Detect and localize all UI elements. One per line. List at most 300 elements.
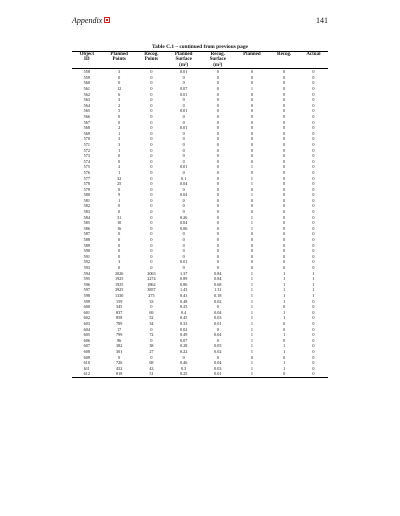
table-cell: 580 bbox=[83, 192, 90, 198]
table-cell: 0 bbox=[150, 164, 153, 170]
table-cell: 0 bbox=[216, 91, 219, 97]
table-cell: 0 bbox=[118, 209, 121, 215]
table-cell: 0 bbox=[150, 74, 153, 80]
table-cell: 0 bbox=[216, 259, 219, 265]
table-cell: 591 bbox=[83, 253, 90, 259]
table-cell: 0 bbox=[312, 348, 315, 354]
table-cell: 12 bbox=[117, 86, 122, 91]
table-cell: 0 bbox=[150, 186, 153, 192]
table-cell: 573 bbox=[83, 153, 90, 159]
table-cell: 0 bbox=[216, 220, 219, 226]
table-cell: 1 bbox=[283, 332, 286, 338]
column-header-text: (m²) bbox=[213, 62, 223, 68]
table-cell: 2 bbox=[118, 125, 121, 131]
table-cell: 567 bbox=[83, 119, 90, 125]
table-cell: 0 bbox=[283, 74, 286, 80]
table-cell: 159 bbox=[116, 298, 123, 304]
table-cell: 0.02 bbox=[214, 298, 222, 304]
table-cell: 0 bbox=[283, 220, 286, 226]
table-cell: 0 bbox=[250, 91, 253, 97]
table-cell: 1 bbox=[283, 298, 286, 304]
table-cell: 0 bbox=[312, 164, 315, 170]
table-cell: 1 bbox=[250, 320, 253, 326]
table-cell: 0 bbox=[312, 192, 315, 198]
table-cell: 6 bbox=[118, 91, 121, 97]
table-cell: 1 bbox=[250, 309, 253, 315]
table-cell: 72 bbox=[149, 332, 154, 338]
table-cell: 1 bbox=[283, 315, 286, 321]
table-cell: 0 bbox=[250, 125, 253, 131]
table-cell: 0.22 bbox=[179, 348, 188, 354]
table-cell: 0 bbox=[216, 97, 219, 103]
table-cell: 0.04 bbox=[214, 332, 222, 338]
table-cell: 0 bbox=[150, 248, 153, 254]
table-cell: 0 bbox=[216, 248, 219, 254]
column-header-text: Points bbox=[144, 57, 159, 63]
table-cell: 0 bbox=[150, 354, 153, 360]
table-cell: 0 bbox=[283, 147, 286, 153]
table-cell: 0.01 bbox=[179, 91, 188, 97]
table-body bbox=[72, 69, 328, 378]
table-cell: 301 bbox=[116, 348, 123, 354]
table-cell: 0 bbox=[312, 332, 315, 338]
table-cell: 0 bbox=[118, 113, 121, 119]
table-cell: 0.02 bbox=[214, 348, 222, 354]
table-cell: 0 bbox=[312, 253, 315, 259]
table-cell: 1 bbox=[283, 348, 286, 354]
table-cell: 3 bbox=[118, 141, 121, 147]
table-cell: 0 bbox=[250, 203, 253, 209]
table-cell: 0 bbox=[150, 97, 153, 103]
table-cell: 2274 bbox=[147, 276, 156, 282]
table-cell: 0 bbox=[216, 158, 219, 164]
table-cell: 0 bbox=[150, 237, 153, 243]
table-cell: 1 bbox=[250, 292, 253, 298]
table-cell: 0 bbox=[269, 371, 298, 377]
table-cell: 0 bbox=[150, 231, 153, 237]
table-cell: 0 bbox=[283, 242, 286, 248]
table-cell: 0 bbox=[250, 141, 253, 147]
table-cell: 601 bbox=[83, 309, 90, 315]
table-cell: 275 bbox=[148, 292, 155, 298]
table-cell: 0 bbox=[182, 237, 185, 243]
table-cell: 0 bbox=[182, 197, 185, 203]
column-header-text: ID bbox=[84, 57, 90, 63]
table-cell: 0 bbox=[312, 365, 315, 371]
table-cell: 0 bbox=[283, 80, 286, 86]
table-cell: 837 bbox=[116, 309, 123, 315]
table-cell: 0 bbox=[312, 91, 315, 97]
table-cell: 0 bbox=[312, 153, 315, 159]
table-cell: 585 bbox=[83, 220, 90, 226]
table-cell: 0.01 bbox=[201, 371, 234, 377]
table-cell: 0.33 bbox=[179, 320, 188, 326]
table-cell: 25 bbox=[117, 181, 122, 187]
column-header-text: Recog. bbox=[144, 52, 159, 57]
table-cell: 0 bbox=[312, 97, 315, 103]
table-cell: 0 bbox=[150, 181, 153, 187]
table-cell: 68 bbox=[149, 360, 154, 366]
table-cell: 0 bbox=[118, 265, 121, 270]
table-cell: 0 bbox=[150, 175, 153, 181]
table-cell: 0 bbox=[216, 141, 219, 147]
table-cell: 0 bbox=[216, 125, 219, 131]
table-cell: 0 bbox=[283, 209, 286, 215]
table-cell: 31 bbox=[117, 214, 122, 220]
table-cell: 0 bbox=[182, 113, 185, 119]
table-cell: 0 bbox=[312, 125, 315, 131]
table-cell: 579 bbox=[83, 186, 90, 192]
table-cell: 1330 bbox=[114, 292, 124, 298]
table-cell: 0 bbox=[118, 186, 121, 192]
table-cell: 1 bbox=[250, 220, 253, 226]
column-header bbox=[102, 52, 137, 68]
table-cell: 0 bbox=[216, 86, 219, 91]
table-cell: 0 bbox=[283, 169, 286, 175]
table-cell: 0 bbox=[150, 220, 153, 226]
table-cell: 0 bbox=[182, 265, 185, 270]
table-cell: 0 bbox=[283, 320, 286, 326]
table-cell: 1.31 bbox=[214, 287, 222, 293]
table-cell: 563 bbox=[83, 97, 90, 103]
table-cell: 9 bbox=[118, 192, 121, 198]
table-cell: 3 bbox=[118, 259, 121, 265]
table-cell: 0 bbox=[250, 259, 253, 265]
table-cell: 1 bbox=[283, 276, 286, 282]
table-cell: 16 bbox=[117, 225, 122, 231]
table-cell: 559 bbox=[83, 74, 90, 80]
column-header-text: Surface bbox=[175, 57, 192, 63]
table-cell: 1 bbox=[312, 292, 315, 298]
table-cell: 0.01 bbox=[179, 259, 188, 265]
table-cell: 0 bbox=[250, 253, 253, 259]
table-cell: 0 bbox=[250, 265, 253, 270]
table-cell: 572 bbox=[83, 147, 90, 153]
table-cell: 2063 bbox=[147, 270, 156, 276]
table-cell: 0 bbox=[150, 91, 153, 97]
table-cell: 96 bbox=[117, 337, 122, 343]
table-cell: 605 bbox=[83, 332, 90, 338]
table-cell: 0 bbox=[182, 253, 185, 259]
section-label: Appendix bbox=[72, 15, 103, 25]
table-cell: 0 bbox=[250, 97, 253, 103]
table-cell: 0 bbox=[283, 164, 286, 170]
table-cell: 582 bbox=[83, 203, 90, 209]
table-cell: 0.04 bbox=[179, 192, 188, 198]
table-cell: 0 bbox=[250, 130, 253, 136]
table-cell: 1 bbox=[250, 360, 253, 366]
table-cell: 560 bbox=[83, 80, 90, 86]
table-cell: 1 bbox=[283, 270, 286, 276]
table-cell: 799 bbox=[116, 332, 123, 338]
table-cell: 0 bbox=[312, 265, 315, 270]
table-cell: 0.26 bbox=[179, 214, 188, 220]
table-cell: 0 bbox=[150, 69, 153, 75]
table-cell: 0 bbox=[150, 192, 153, 198]
table-cell: 0 bbox=[182, 248, 185, 254]
table-cell: 597 bbox=[83, 287, 90, 293]
table-cell: 3857 bbox=[147, 287, 156, 293]
table-cell: 0 bbox=[312, 169, 315, 175]
table-cell: 0 bbox=[283, 214, 286, 220]
table-cell: 0 bbox=[312, 102, 315, 108]
table-cell: 0.01 bbox=[179, 108, 188, 114]
table-cell: 10 bbox=[117, 220, 122, 226]
table-cell: 0 bbox=[250, 119, 253, 125]
table-cell: 609 bbox=[83, 354, 90, 360]
table-cell: 0.25 bbox=[166, 371, 201, 377]
table-cell: 0 bbox=[118, 80, 121, 86]
table-cell: 0 bbox=[182, 141, 185, 147]
table-cell: 0.07 bbox=[179, 86, 188, 91]
table-header-row bbox=[72, 52, 328, 68]
table-cell: 0 bbox=[150, 169, 153, 175]
table-cell: 52 bbox=[149, 315, 154, 321]
table-cell: 0 bbox=[150, 326, 153, 332]
table-cell: 564 bbox=[83, 102, 90, 108]
table-cell: 0 bbox=[250, 231, 253, 237]
table-cell: 0 bbox=[118, 237, 121, 243]
table-cell: 0.68 bbox=[214, 281, 222, 287]
table-cell: 0.46 bbox=[179, 360, 188, 366]
table-cell: 0 bbox=[216, 337, 219, 343]
table-cell: 0 bbox=[283, 231, 286, 237]
table-cell: 0 bbox=[312, 248, 315, 254]
table-cell: 1 bbox=[250, 365, 253, 371]
table-cell: 0.02 bbox=[179, 326, 188, 332]
table-cell: 32 bbox=[117, 175, 122, 181]
table-cell: 594 bbox=[83, 270, 90, 276]
running-head bbox=[72, 16, 110, 25]
table-cell: 0 bbox=[283, 125, 286, 131]
table-cell: 0 bbox=[182, 74, 185, 80]
table-cell: 565 bbox=[83, 108, 90, 114]
table-cell: 0 bbox=[182, 354, 185, 360]
table-cell: 0 bbox=[150, 80, 153, 86]
table-cell: 726 bbox=[116, 360, 123, 366]
table-cell: 0 bbox=[216, 225, 219, 231]
table-cell: 0 bbox=[182, 80, 185, 86]
column-header-text: (m²) bbox=[179, 62, 189, 68]
table-cell: 0 bbox=[150, 125, 153, 131]
table-cell: 0 bbox=[182, 130, 185, 136]
table-cell: 0 bbox=[312, 141, 315, 147]
table-cell: 0 bbox=[216, 237, 219, 243]
table-cell: 0 bbox=[216, 203, 219, 209]
table-cell: 0 bbox=[150, 141, 153, 147]
table-cell: 1 bbox=[234, 371, 269, 377]
table-cell: 0 bbox=[182, 209, 185, 215]
table-cell: 575 bbox=[83, 164, 90, 170]
table-cell: 596 bbox=[83, 281, 90, 287]
table-cell: 0 bbox=[216, 69, 219, 75]
table-cell: 570 bbox=[83, 136, 90, 142]
column-header-text: Points bbox=[112, 57, 126, 63]
table-cell: 0 bbox=[312, 136, 315, 142]
table-cell: 0 bbox=[150, 242, 153, 248]
table-cell: 0 bbox=[150, 259, 153, 265]
table-cell: 0.86 bbox=[179, 281, 188, 287]
table-cell: 0 bbox=[216, 197, 219, 203]
table-cell: 1 bbox=[283, 360, 286, 366]
table-cell: 600 bbox=[83, 304, 90, 310]
table-cell: 0 bbox=[118, 203, 121, 209]
table-cell: 0.06 bbox=[179, 225, 188, 231]
table-cell: 0.28 bbox=[179, 343, 188, 349]
table-cell: 0 bbox=[250, 197, 253, 203]
table-cell: 0 bbox=[216, 119, 219, 125]
table-cell: 0 bbox=[250, 102, 253, 108]
table-cell: 0 bbox=[283, 102, 286, 108]
table-cell: 0 bbox=[182, 231, 185, 237]
table-cell: 0 bbox=[283, 91, 286, 97]
table-cell: 0 bbox=[283, 136, 286, 142]
table-cell: 0 bbox=[312, 343, 315, 349]
table-cell: 0.07 bbox=[179, 337, 188, 343]
table-cell: 0 bbox=[118, 248, 121, 254]
table-cell: 2 bbox=[118, 164, 121, 170]
table-cell: 0 bbox=[118, 354, 121, 360]
table-cell: 51 bbox=[137, 371, 166, 377]
table-cell: 0.3 bbox=[181, 365, 187, 371]
table-cell: 592 bbox=[83, 259, 90, 265]
table-cell: 561 bbox=[83, 86, 90, 91]
table-cell: 0 bbox=[312, 69, 315, 75]
data-table bbox=[72, 51, 328, 378]
table-cell: 0 bbox=[312, 326, 315, 332]
table-cell: 0 bbox=[312, 147, 315, 153]
table-cell: 0 bbox=[283, 141, 286, 147]
table-cell: 1 bbox=[312, 281, 315, 287]
table-cell: 0.01 bbox=[179, 69, 188, 75]
table-cell: 1 bbox=[250, 276, 253, 282]
table-cell: 604 bbox=[83, 326, 90, 332]
table-cell: 0 bbox=[216, 164, 219, 170]
table-cell: 0 bbox=[216, 108, 219, 114]
table-cell: 0 bbox=[150, 197, 153, 203]
table-cell: 0.84 bbox=[214, 270, 222, 276]
table-cell: 0 bbox=[182, 119, 185, 125]
table-cell: 0 bbox=[250, 248, 253, 254]
table-cell: 0 bbox=[216, 242, 219, 248]
table-cell: 576 bbox=[83, 169, 90, 175]
table-cell: 0 bbox=[216, 253, 219, 259]
table-cell: 0 bbox=[312, 309, 315, 315]
table-cell: 1 bbox=[312, 276, 315, 282]
table-cell: 611 bbox=[83, 365, 90, 371]
table-cell: 43 bbox=[149, 365, 154, 371]
table-cell: 0 bbox=[312, 320, 315, 326]
table-cell: 0 bbox=[250, 237, 253, 243]
table-cell: 0 bbox=[182, 97, 185, 103]
table-cell: 0 bbox=[283, 97, 286, 103]
table-cell: 1 bbox=[250, 214, 253, 220]
table-cell: 0 bbox=[150, 225, 153, 231]
table-cell: 569 bbox=[83, 130, 90, 136]
table-cell: 0 bbox=[216, 304, 219, 310]
table-cell: 0 bbox=[118, 153, 121, 159]
table-cell: 0 bbox=[118, 253, 121, 259]
table-cell: 583 bbox=[83, 209, 90, 215]
table-cell: 0 bbox=[283, 119, 286, 125]
table-cell: 2 bbox=[118, 102, 121, 108]
table-cell: 0.49 bbox=[179, 332, 188, 338]
table-cell: 0 bbox=[182, 147, 185, 153]
table-cell: 0 bbox=[250, 354, 253, 360]
table-cell: 0 bbox=[283, 108, 286, 114]
column-header bbox=[72, 52, 102, 68]
table-cell: 0 bbox=[182, 102, 185, 108]
table-cell: 0 bbox=[150, 337, 153, 343]
table-cell: 1 bbox=[283, 281, 286, 287]
table-cell: 0 bbox=[312, 354, 315, 360]
column-header-text: Recog. bbox=[276, 52, 292, 57]
table-cell: 0 bbox=[182, 186, 185, 192]
table-cell: 0 bbox=[182, 153, 185, 159]
table-cell: 568 bbox=[83, 125, 90, 131]
table-cell: 33 bbox=[149, 298, 154, 304]
table-cell: 0 bbox=[150, 214, 153, 220]
table-cell: 0 bbox=[312, 304, 315, 310]
table-cell: 584 bbox=[83, 214, 90, 220]
table-cell: 3 bbox=[118, 136, 121, 142]
table-cell: 1 bbox=[250, 326, 253, 332]
table-cell: 1 bbox=[250, 332, 253, 338]
table-cell: 0 bbox=[216, 181, 219, 187]
table-cell: 0 bbox=[216, 231, 219, 237]
table-cell: 0 bbox=[283, 265, 286, 270]
table-cell: 1 bbox=[250, 281, 253, 287]
table-cell: 586 bbox=[83, 225, 90, 231]
table-cell: 0 bbox=[312, 209, 315, 215]
table-cell: 599 bbox=[83, 298, 90, 304]
table-cell: 0.04 bbox=[214, 360, 222, 366]
column-header bbox=[269, 52, 298, 68]
table-cell: 574 bbox=[83, 158, 90, 164]
back-link-icon[interactable] bbox=[104, 17, 110, 23]
table-cell: 588 bbox=[83, 237, 90, 243]
table-cell: 0 bbox=[250, 74, 253, 80]
table-cell: 0.04 bbox=[179, 220, 188, 226]
column-header bbox=[201, 52, 234, 68]
table-cell: 1 bbox=[250, 315, 253, 321]
table-cell: 1 bbox=[250, 86, 253, 91]
table-cell: 1 bbox=[312, 270, 315, 276]
table-cell: 0.48 bbox=[179, 298, 188, 304]
table-cell: 0.25 bbox=[179, 304, 188, 310]
table-cell: 566 bbox=[83, 113, 90, 119]
table-cell: 0 bbox=[216, 136, 219, 142]
table-cell: 0 bbox=[312, 80, 315, 86]
table-cell: 34 bbox=[149, 320, 154, 326]
table-cell: 0 bbox=[283, 192, 286, 198]
table-cell: 0 bbox=[250, 108, 253, 114]
table-cell: 0 bbox=[216, 326, 219, 332]
table-cell: 598 bbox=[83, 292, 90, 298]
table-cell: 0 bbox=[216, 175, 219, 181]
table-cell: 0 bbox=[118, 74, 121, 80]
column-header bbox=[166, 52, 201, 68]
table-cell: 0 bbox=[216, 113, 219, 119]
table-cell: 0 bbox=[216, 354, 219, 360]
table-cell: 3 bbox=[118, 69, 121, 75]
table-cell: 27 bbox=[149, 348, 154, 354]
table-cell: 0 bbox=[150, 203, 153, 209]
table-cell: 0 bbox=[283, 69, 286, 75]
table-cell: 0 bbox=[250, 69, 253, 75]
table-cell: 602 bbox=[83, 315, 90, 321]
table-cell: 0 bbox=[312, 220, 315, 226]
